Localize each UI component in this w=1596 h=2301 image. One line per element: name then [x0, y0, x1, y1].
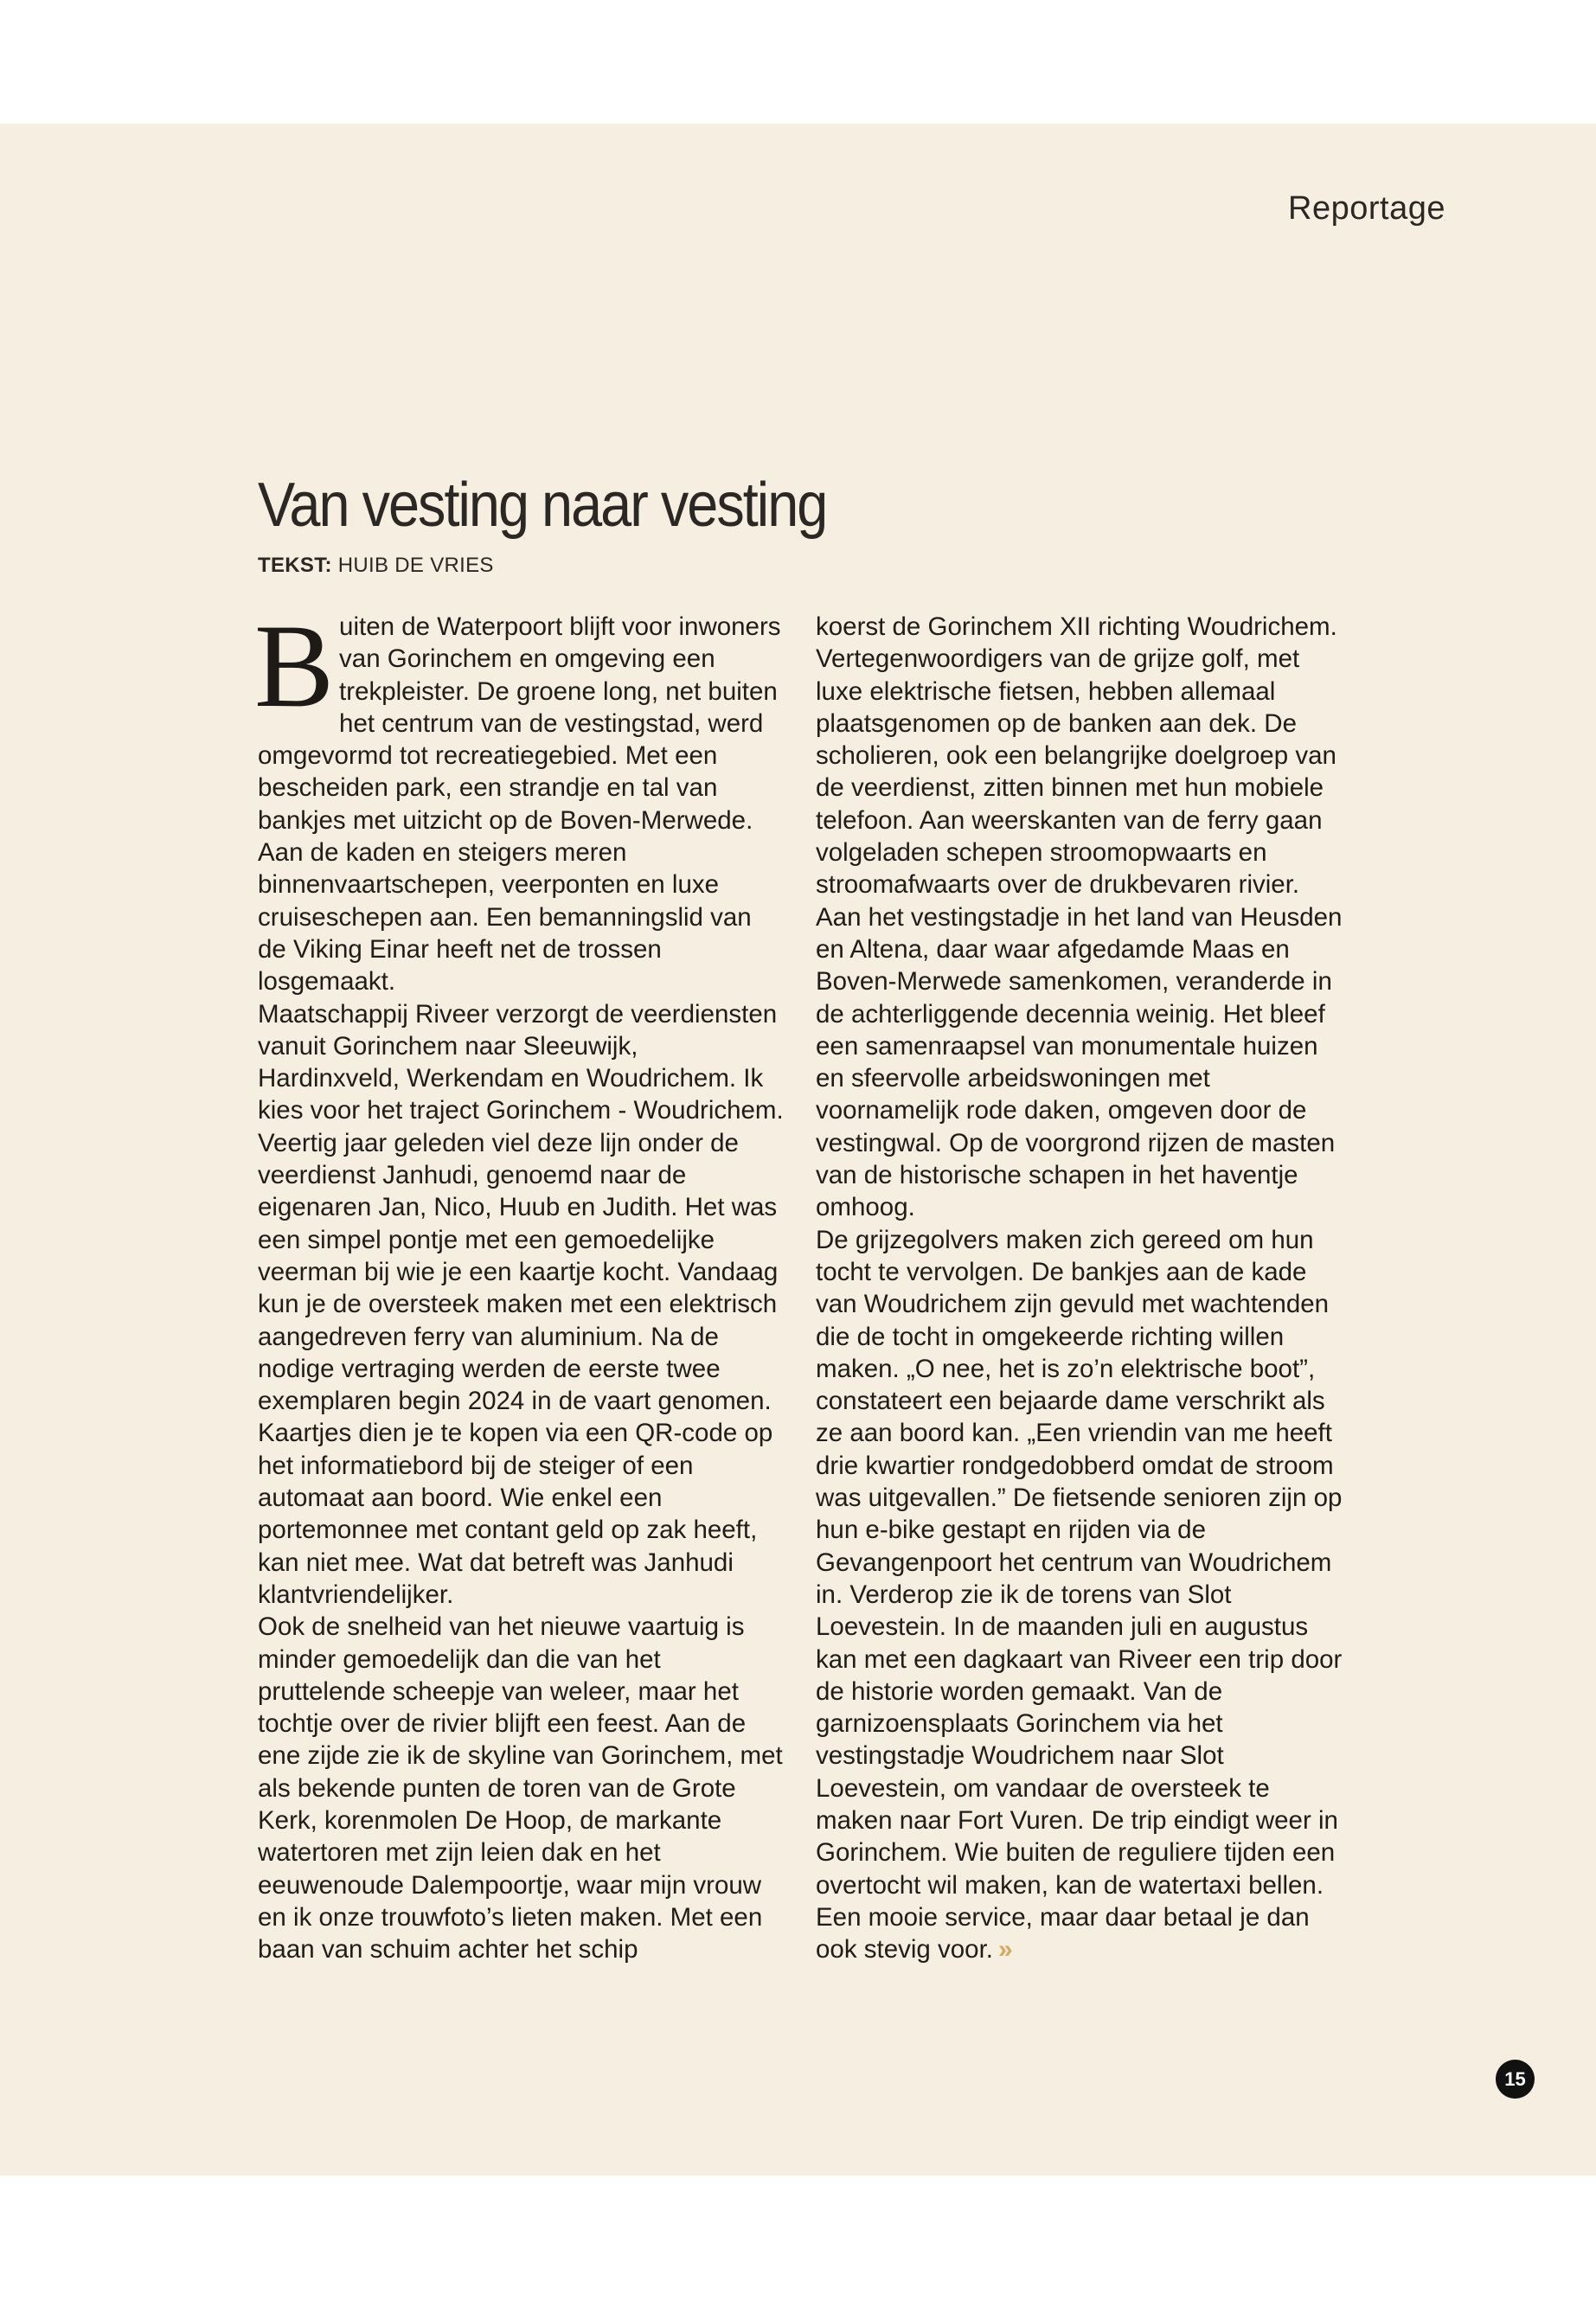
- paragraph: [816, 1224, 1343, 1966]
- page-number: 15: [1496, 2060, 1535, 2099]
- paragraph: [254, 599, 785, 998]
- byline-author: HUIB DE VRIES: [337, 554, 494, 577]
- paragraph: Maatschappij Riveer verzorgt de veerdiensten vanuit Gorinchem naar Sleeuwijk, Hardinxveld, Werkendam en Woudrichem. Ik kies voor het traject Gorinchem - Woudrichem. Veertig jaar geleden viel deze lijn onder de veerdienst Janhudi, genoemd naar de eigenaren Jan, Nico, Huub en Judith. Het was een simpel pontje met een gemoedelijke veerman bij wie je een kaartje kocht. Vandaag kun je de oversteek maken met een elektrisch aangedreven ferry van aluminium. Na de nodige vertraging werden de eerste twee exemplaren begin 2024 in de vaart genomen. Kaartjes dien je te kopen via een QR-code op het informatiebord bij de steiger of een automaat aan boord. Wie enkel een portemonnee met contant geld op zak heeft, kan niet mee. Wat dat betreft was Janhudi klantvriendelijker.: [258, 999, 784, 1609]
- article-column-right: [816, 611, 1343, 1965]
- paragraph-text: De grijzegolvers maken zich gereed om hun tocht te vervolgen. De bankjes aan de kade van Woudrichem zijn gevuld met wachtenden die de tocht in omgekeerde richting willen maken. „O nee, het is zo’n elektrische boot”, constateert een bejaarde dame verschrikt als ze aan boord kan. „Een vriendin van me heeft drie kwartier rondgedobberd omdat de stroom was uitgevallen.” De fietsende senioren zijn op hun e-bike gestapt en rijden via de Gevangenpoort het centrum van Woudrichem in. Verderop zie ik de torens van Slot Loevestein. In de maanden juli en augustus kan met een dagkaart van Riveer een trip door de historie worden gemaakt. Van de garnizoensplaats Gorinchem via het vestingstadje Woudrichem naar Slot Loevestein, om vandaar de oversteek te maken naar Fort Vuren. De trip eindigt weer in Gorinchem. Wie buiten de reguliere tijden een overtocht wil maken, kan de watertaxi bellen. Een mooie service, maar daar betaal je dan ook stevig voor.: [816, 1225, 1343, 1965]
- article-title: Van vesting naar vesting: [258, 471, 827, 540]
- drop-cap: B: [254, 599, 335, 732]
- byline-label: TEKST:: [258, 554, 332, 577]
- paragraph: Ook de snelheid van het nieuwe vaartuig is minder gemoedelijk dan die van het pruttelende scheepje van weleer, maar het tochtje over de rivier blijft een feest. Aan de ene zijde zie ik de skyline van Gorinchem, met als bekende punten de toren van de Grote Kerk, korenmolen De Hoop, de markante watertoren met zijn leien dak en het eeuwenoude Dalempoortje, waar mijn vrouw en ik onze trouwfoto’s lieten maken. Met een baan van schuim achter het schip: [258, 1612, 783, 1965]
- section-label: Reportage: [1288, 190, 1445, 227]
- article-column-left: [254, 599, 785, 1965]
- byline: [258, 554, 494, 578]
- paragraph-text: uiten de Waterpoort blijft voor inwoners van Gorinchem en omgeving een trekpleister. De groene long, net buiten het centrum van de vestingstad, werd omgevormd tot recreatiegebied. Met een bescheiden park, een strandje en tal van bankjes met uitzicht op de Boven-Merwede. Aan de kaden en steigers meren binnenvaartschepen, veerponten en luxe cruiseschepen aan. Een bemanningslid van de Viking Einar heeft net de trossen losgemaakt.: [258, 612, 781, 997]
- paragraph: Aan het vestingstadje in het land van Heusden en Altena, daar waar afgedamde Maas en Boven-Merwede samenkomen, veranderde in de achterliggende decennia weinig. Het bleef een samenraapsel van monumentale huizen en sfeervolle arbeidswoningen met voornamelijk rode daken, omgeven door de vestingwal. Op de voorgrond rijzen de masten van de historische schapen in het haventje omhoog.: [816, 902, 1343, 1222]
- paragraph: koerst de Gorinchem XII richting Woudrichem. Vertegenwoordigers van de grijze golf, met luxe elektrische fietsen, hebben allemaal plaatsgenomen op de banken aan dek. De scholieren, ook een belangrijke doelgroep van de veerdienst, zitten binnen met hun mobiele telefoon. Aan weerskanten van de ferry gaan volgeladen schepen stroomopwaarts en stroomafwaarts over de drukbevaren rivier.: [816, 612, 1337, 900]
- magazine-page: [0, 124, 1596, 2176]
- end-of-article-icon: »: [997, 1935, 1008, 1965]
